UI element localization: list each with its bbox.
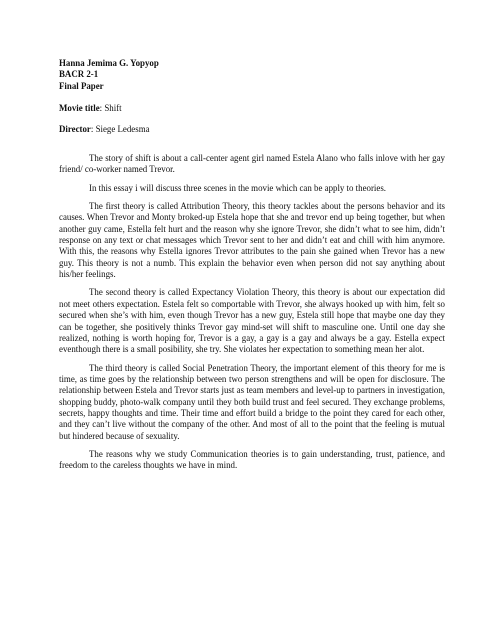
- paragraph-expectancy-violation-theory: The second theory is called Expectancy Violation Theory, this theory is about our expectation did not meet others expectation. Estela felt so comportable with Trevor, she always hooked up with him, felt so secured when she’s with him, even though Trevor has a new guy, Estela still hope that maybe one day they can be together, she positively thinks Trevor gay mind-set will shift to masculine one. Until one day she realized, nothing is worth hoping for, Trevor is a gay, a gay is a gay and always be a gay. Estella expect eventhough there is a small posibility, she try. She violates her expectation to something mean her alot.: [59, 287, 445, 355]
- class-section: BACR 2-1: [59, 69, 99, 80]
- movie-title-line: Movie title: Shift: [59, 103, 122, 114]
- paragraph-conclusion: The reasons why we study Communication theories is to gain understanding, trust, patience, and freedom to the careless thoughts we have in mind.: [59, 448, 445, 471]
- document-type: Final Paper: [59, 80, 104, 91]
- director-label: Director: [59, 123, 91, 134]
- director-value: Siege Ledesma: [95, 123, 150, 134]
- paragraph-intro: The story of shift is about a call-center agent girl named Estela Alano who falls inlove with her gay friend/ co-worker named Trevor.: [59, 153, 445, 175]
- paragraph-social-penetration-theory: The third theory is called Social Penetration Theory, the important element of this theory for me is time, as time goes by the relationship between two person strengthens and will be open for disclosure. The relationship between Estela and Trevor starts just as team members and level-up to partners in investigation, shopping buddy, photo-walk company until they both build trust and feel secured. They exchange problems, secrets, happy thoughts and time. Their time and effort build a bridge to the point they cared for each other, and they can’t live without the company of the other. And most of all to the point that the feeling is mutual but hindered because of sexuality.: [59, 362, 445, 441]
- director-line: Director: Siege Ledesma: [59, 123, 150, 134]
- author-name: Hanna Jemima G. Yopyop: [59, 58, 159, 68]
- essay-body: [59, 153, 445, 472]
- movie-title-value: Shift: [104, 103, 122, 114]
- paragraph-scope: In this essay i will discuss three scenes in the movie which can be apply to theories.: [89, 182, 386, 193]
- movie-title-label: Movie title: [59, 103, 100, 114]
- paragraph-attribution-theory: The first theory is called Attribution Theory, this theory tackles about the persons behavior and its causes. When Trevor and Monty broked-up Estela hope that she and trevor end up being together, but when another guy came, Estella felt hurt and the reason why she ignore Trevor, she didn’t what to see him, didn’t response on any text or chat messages which Trevor sent to her and didn’t eat and chill with him anymore. With this, the reasons why Estella ignores Trevor attributes to the pain she gained when Trevor has a new guy. This theory is not a numb. This explain the behavior even when person did not say anything about his/her feelings.: [59, 201, 445, 280]
